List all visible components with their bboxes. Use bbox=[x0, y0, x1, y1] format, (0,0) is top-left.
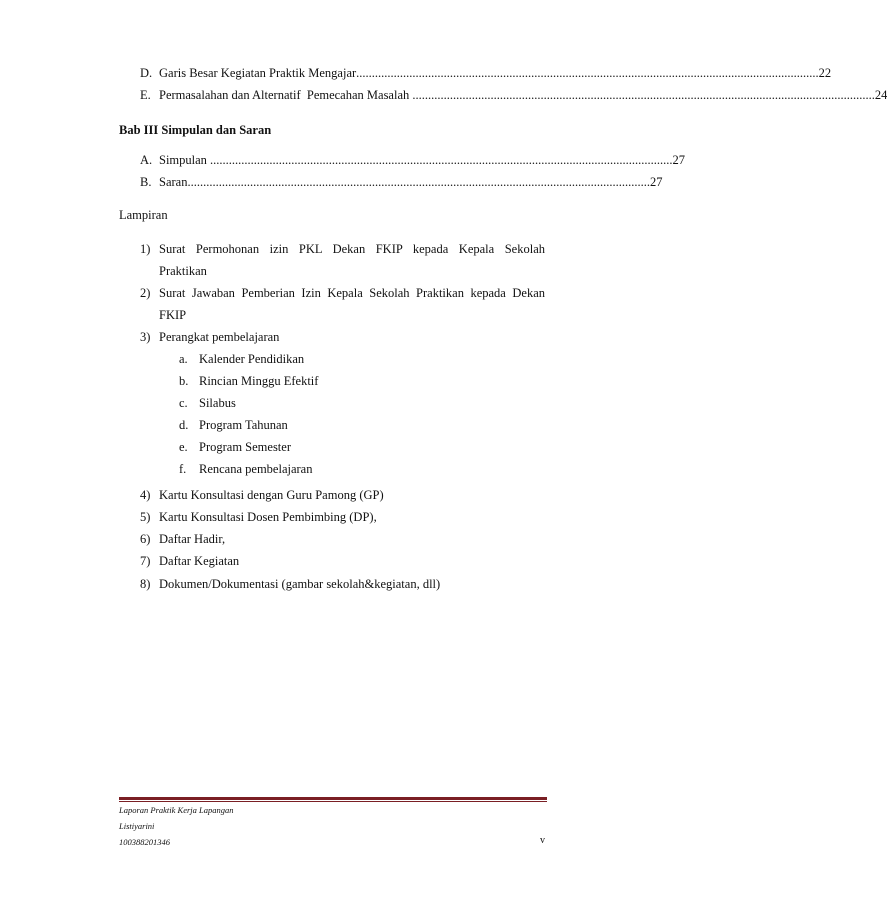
section-heading-lampiran: Lampiran bbox=[119, 208, 168, 222]
list-item-text: Daftar Kegiatan bbox=[159, 554, 240, 568]
sub-list-letter: f. bbox=[179, 462, 187, 476]
sub-list-letter: a. bbox=[179, 352, 188, 366]
toc-leader-dots: .................................................................................................................................................... bbox=[187, 175, 650, 189]
list-item bbox=[0, 327, 638, 347]
list-item-text: Kartu Konsultasi Dosen Pembimbing (DP), bbox=[159, 510, 377, 524]
list-item-number: 6) bbox=[140, 532, 151, 546]
list-item-number: 8) bbox=[140, 577, 151, 591]
toc-entry-letter: A. bbox=[140, 153, 153, 167]
footer-rule-thick bbox=[119, 797, 547, 800]
list-item-number: 7) bbox=[140, 554, 151, 568]
list-item bbox=[0, 283, 638, 327]
sub-list-letter: d. bbox=[179, 418, 189, 432]
list-item bbox=[0, 485, 638, 505]
list-item-number: 4) bbox=[140, 488, 151, 502]
sub-list-item bbox=[0, 371, 638, 391]
toc-leader-dots: .................................................................................................................................................... bbox=[210, 153, 673, 167]
sub-list-letter: b. bbox=[179, 374, 189, 388]
toc-entry bbox=[0, 150, 686, 170]
list-item-number: 1) bbox=[140, 242, 151, 256]
sub-list-item bbox=[0, 415, 638, 435]
toc-entry-page: 22 bbox=[818, 66, 832, 80]
list-item bbox=[0, 507, 638, 527]
list-item-text-continued: FKIP bbox=[159, 308, 187, 322]
footer-student-id: 100388201346 bbox=[119, 837, 170, 847]
sub-list-text: Program Tahunan bbox=[199, 418, 288, 432]
list-item-number: 2) bbox=[140, 286, 151, 300]
list-item-text: Kartu Konsultasi dengan Guru Pamong (GP) bbox=[159, 488, 384, 502]
sub-list-text: Kalender Pendidikan bbox=[199, 352, 305, 366]
toc-entry bbox=[0, 85, 887, 105]
list-item-text: Surat Jawaban Pemberian Izin Kepala Sekolah Praktikan kepada Dekan bbox=[159, 286, 545, 300]
sub-list-item bbox=[0, 459, 638, 479]
list-item bbox=[0, 239, 638, 283]
list-item-text: Surat Permohonan izin PKL Dekan FKIP kepada Kepala Sekolah bbox=[159, 242, 545, 256]
toc-entry bbox=[0, 63, 832, 83]
sub-list-letter: c. bbox=[179, 396, 188, 410]
toc-entry bbox=[0, 172, 663, 192]
sub-list-item bbox=[0, 393, 638, 413]
toc-entry-title: Permasalahan dan Alternatif Pemecahan Masalah bbox=[159, 88, 413, 102]
sub-list-text: Program Semester bbox=[199, 440, 291, 454]
list-item-number: 3) bbox=[140, 330, 151, 344]
list-item bbox=[0, 551, 638, 571]
sub-list-item bbox=[0, 437, 638, 457]
list-item bbox=[0, 574, 638, 594]
footer-rule-thin bbox=[119, 801, 547, 802]
page-number: v bbox=[540, 835, 545, 846]
toc-entry-title: Simpulan bbox=[159, 153, 211, 167]
toc-leader-dots: .................................................................................................................................................... bbox=[412, 88, 875, 102]
toc-entry-letter: D. bbox=[140, 66, 153, 80]
list-item-number: 5) bbox=[140, 510, 151, 524]
list-item-text-continued: Praktikan bbox=[159, 264, 207, 278]
toc-leader-dots: .................................................................................................................................................... bbox=[356, 66, 819, 80]
toc-entry-page: 27 bbox=[672, 153, 686, 167]
chapter-heading: Bab III Simpulan dan Saran bbox=[119, 123, 272, 137]
list-item-text: Perangkat pembelajaran bbox=[159, 330, 280, 344]
sub-list-text: Rincian Minggu Efektif bbox=[199, 374, 319, 388]
toc-entry-title: Garis Besar Kegiatan Praktik Mengajar bbox=[159, 66, 357, 80]
list-item bbox=[0, 529, 638, 549]
sub-list-letter: e. bbox=[179, 440, 188, 454]
toc-entry-letter: B. bbox=[140, 175, 152, 189]
list-item-text: Daftar Hadir, bbox=[159, 532, 226, 546]
toc-entry-letter: E. bbox=[140, 88, 151, 102]
list-item-text: Dokumen/Dokumentasi (gambar sekolah&kegiatan, dll) bbox=[159, 577, 441, 591]
footer-report-title: Laporan Praktik Kerja Lapangan bbox=[119, 805, 234, 815]
toc-entry-title: Saran bbox=[159, 175, 188, 189]
sub-list-text: Silabus bbox=[199, 396, 236, 410]
sub-list-item bbox=[0, 349, 638, 369]
toc-entry-page: 27 bbox=[649, 175, 663, 189]
sub-list-text: Rencana pembelajaran bbox=[199, 462, 313, 476]
toc-entry-page: 24 bbox=[874, 88, 887, 102]
footer-author: Listiyarini bbox=[119, 821, 155, 831]
